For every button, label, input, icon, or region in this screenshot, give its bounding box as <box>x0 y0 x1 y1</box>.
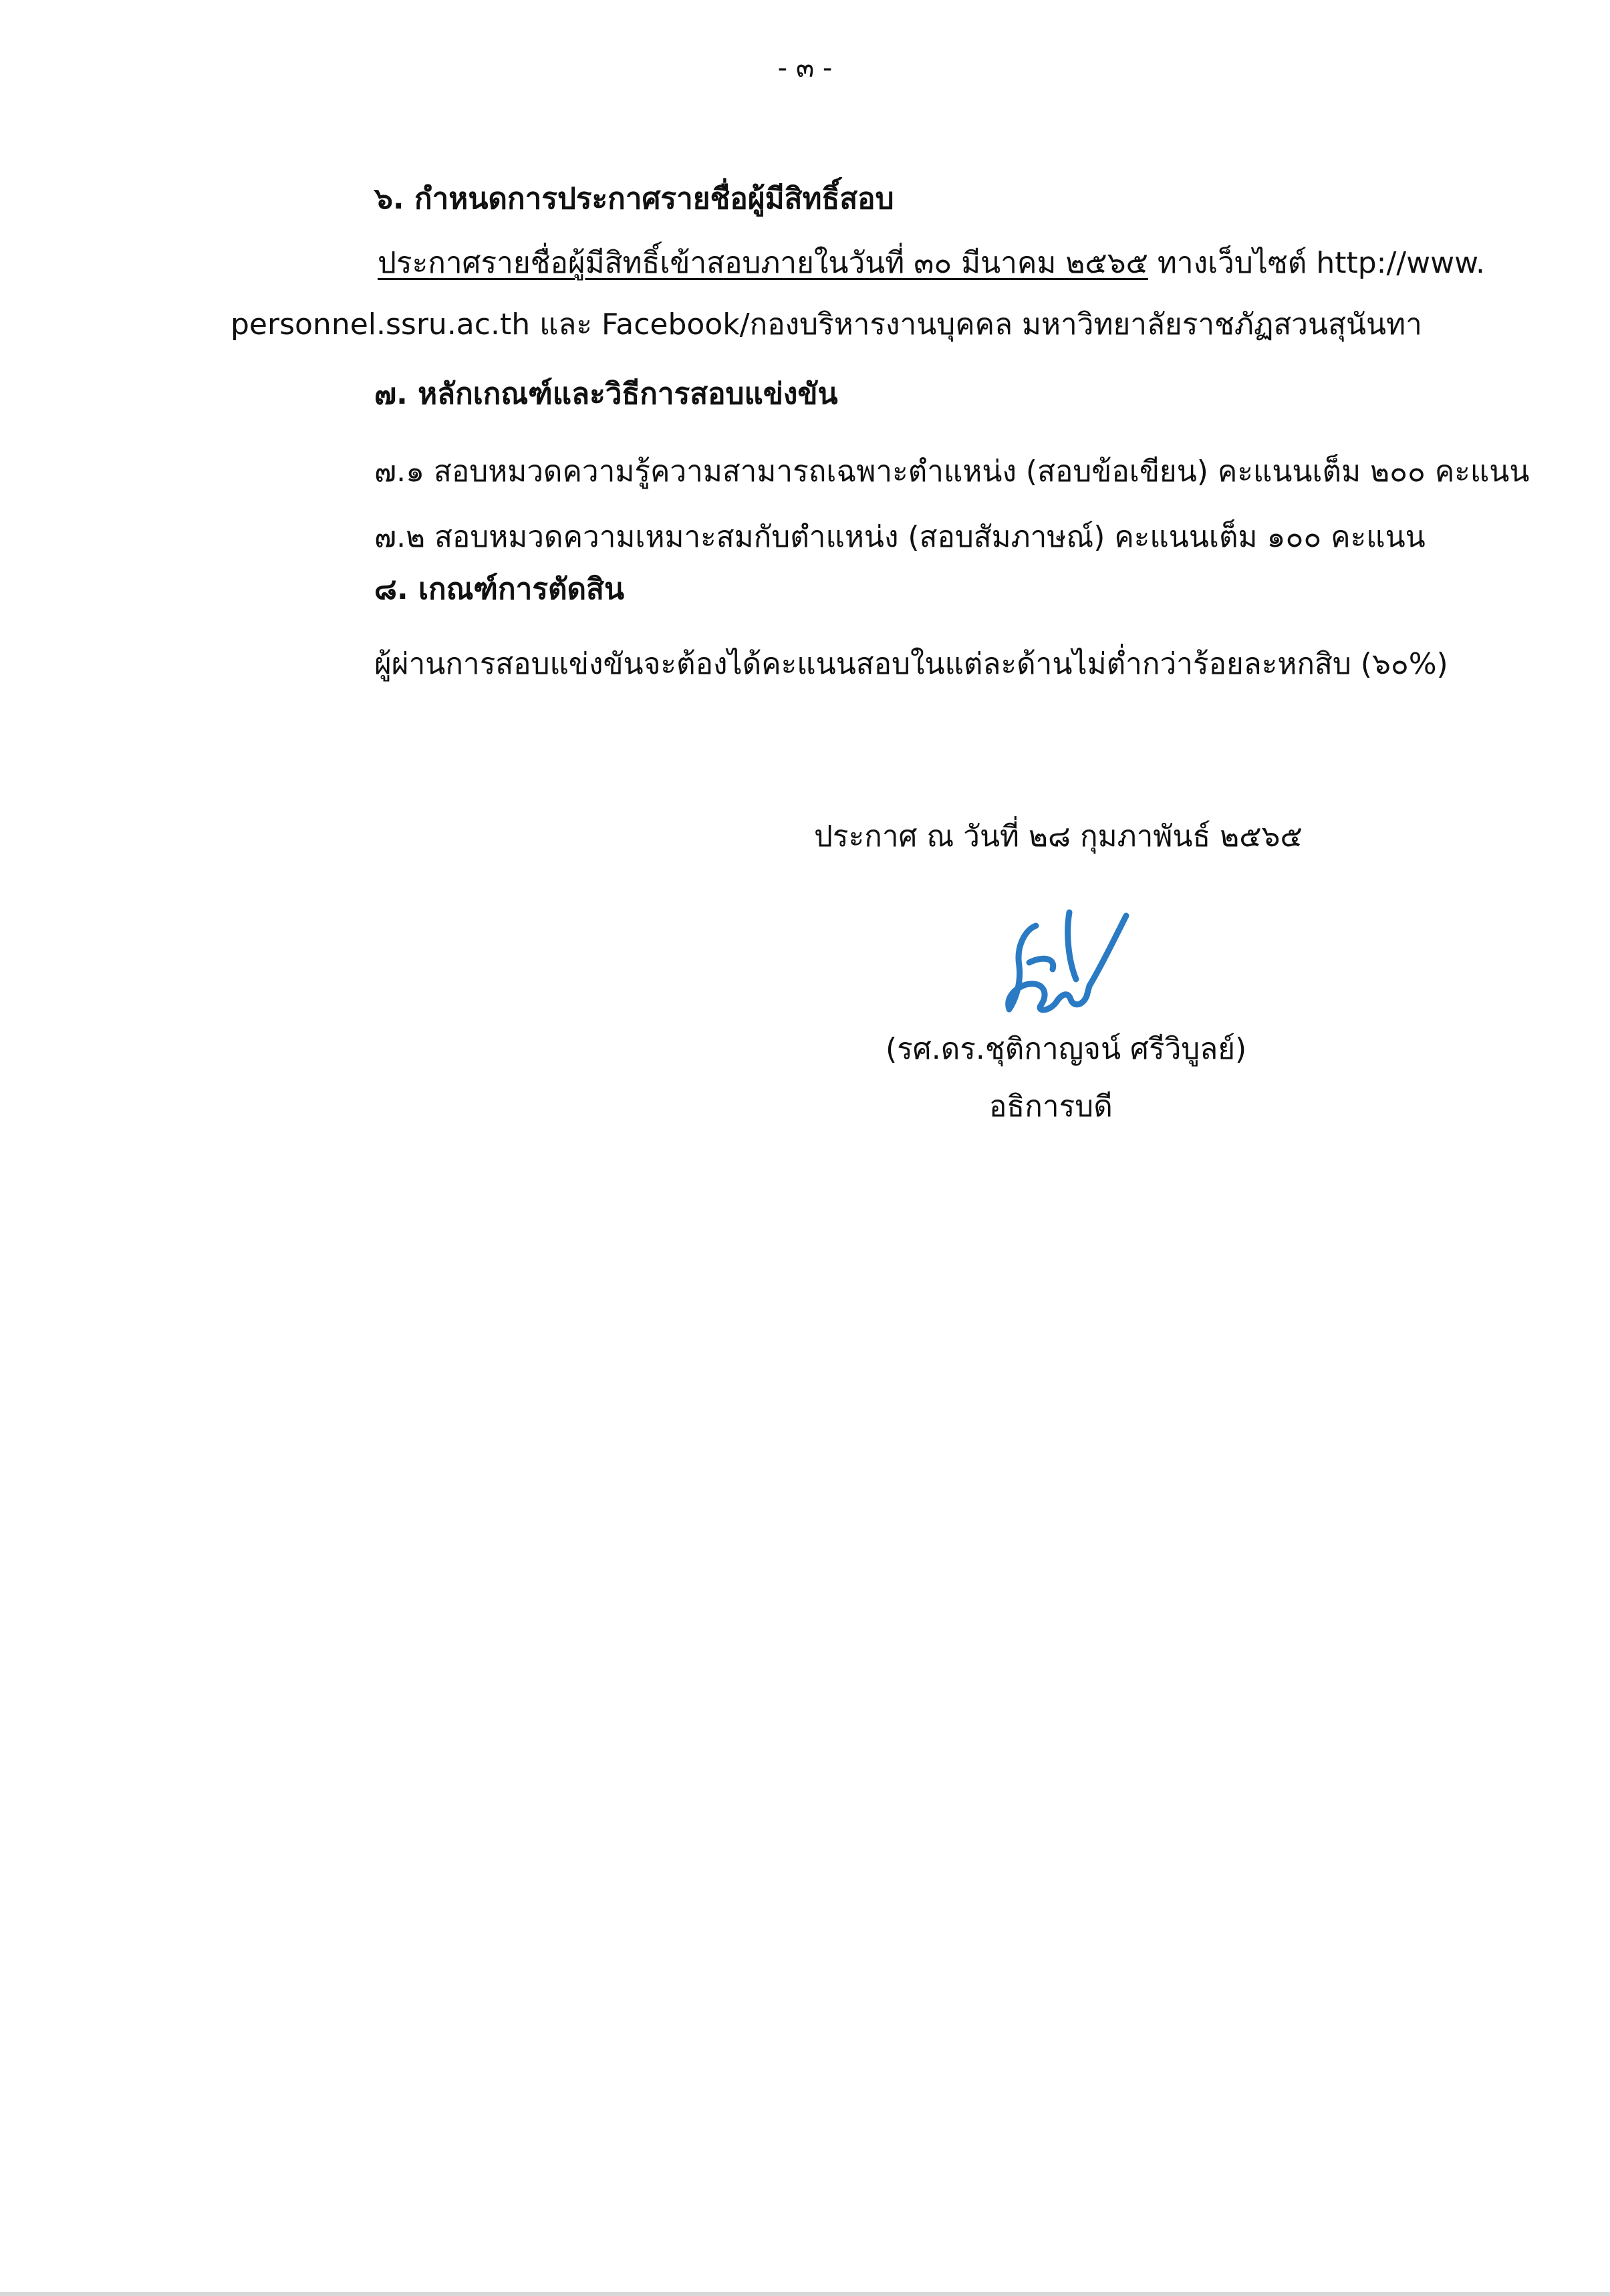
signature <box>989 906 1143 1023</box>
page-number: - ๓ - <box>777 53 833 84</box>
announcement-date: ประกาศ ณ วันที่ ๒๘ กุมภาพันธ์ ๒๕๖๕ <box>814 819 1303 854</box>
signatory-title: อธิการบดี <box>989 1090 1113 1124</box>
section-8-heading: ๘. เกณฑ์การตัดสิน <box>374 572 625 606</box>
section-6-heading: ๖. กำหนดการประกาศรายชื่อผู้มีสิทธิ์สอบ <box>374 182 894 216</box>
website-label: ทางเว็บไซต์ http://www. <box>1148 246 1486 280</box>
section-7-heading: ๗. หลักเกณฑ์และวิธีการสอบแข่งขัน <box>374 377 838 411</box>
section-6-body-line-1 <box>378 243 1485 283</box>
section-6-body-line-2: personnel.ssru.ac.th และ Facebook/กองบริหารงานบุคคล มหาวิทยาลัยราชภัฏสวนสุนันทา <box>231 307 1422 342</box>
section-8-body: ผู้ผ่านการสอบแข่งขันจะต้องได้คะแนนสอบในแต่ละด้านไม่ต่ำกว่าร้อยละหกสิบ (๖๐%) <box>374 647 1448 681</box>
section-7-item-1: ๗.๑ สอบหมวดความรู้ความสามารถเฉพาะตำแหน่ง (สอบข้อเขียน) คะแนนเต็ม ๒๐๐ คะแนน <box>374 455 1530 489</box>
scan-edge <box>0 2292 1610 2296</box>
section-7-item-2: ๗.๒ สอบหมวดความเหมาะสมกับตำแหน่ง (สอบสัมภาษณ์) คะแนนเต็ม ๑๐๐ คะแนน <box>374 520 1426 554</box>
signatory-name: (รศ.ดร.ชุติกาญจน์ ศรีวิบูลย์) <box>886 1032 1247 1066</box>
exam-date-underlined: ประกาศรายชื่อผู้มีสิทธิ์เข้าสอบภายในวันที่ ๓๐ มีนาคม ๒๕๖๕ <box>378 246 1148 280</box>
